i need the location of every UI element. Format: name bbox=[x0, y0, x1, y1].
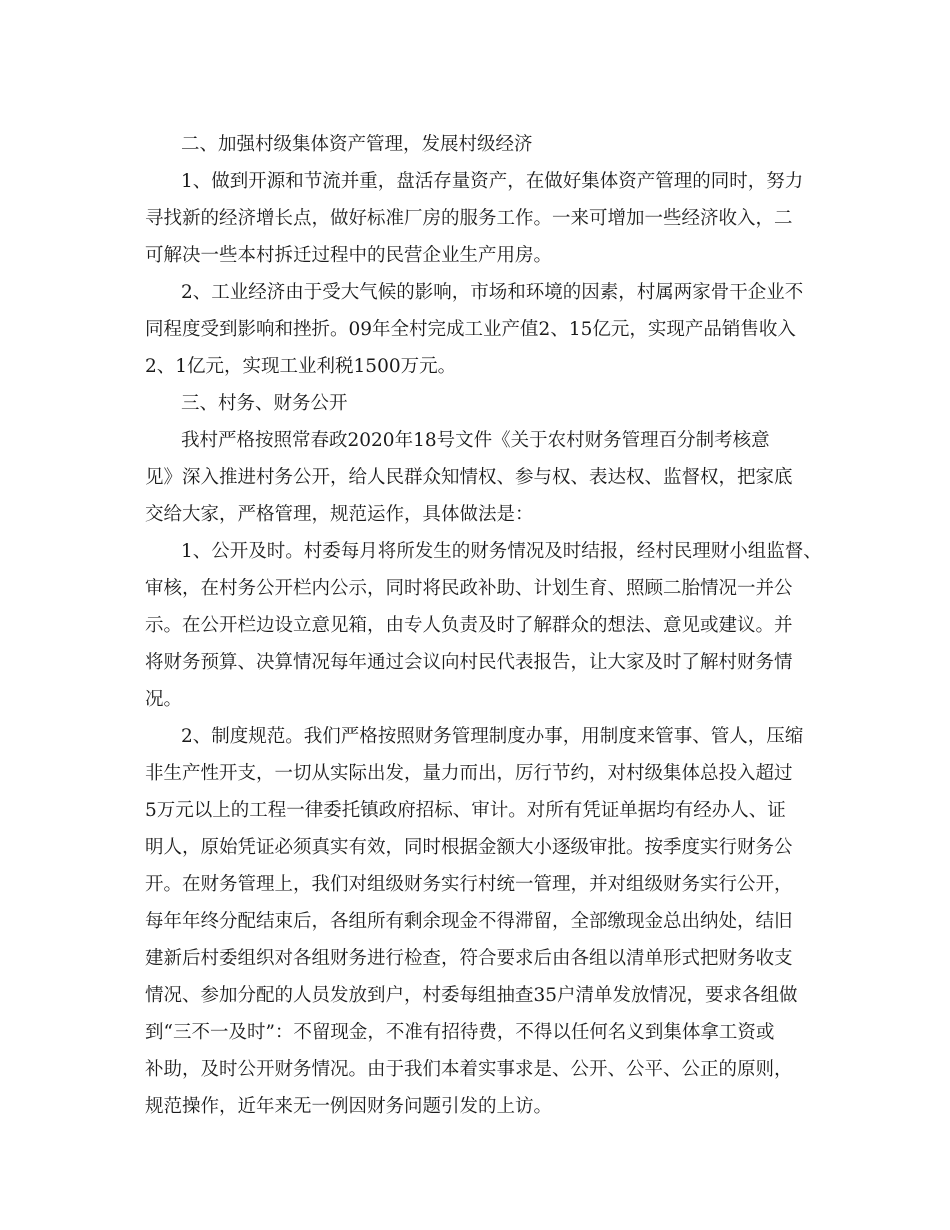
paragraph-line: 2、1亿元，实现工业利税1500万元。 bbox=[145, 356, 457, 377]
paragraph-line: 示。在公开栏边设立意见箱，由专人负责及时了解群众的想法、意见或建议。并 bbox=[145, 615, 793, 636]
paragraph-line: 情况、参加分配的人员发放到户，村委每组抽查35户清单发放情况，要求各组做 bbox=[145, 985, 798, 1006]
paragraph-line: 1、做到开源和节流并重，盘活存量资产，在做好集体资产管理的同时，努力 bbox=[181, 171, 804, 192]
paragraph-line: 2、制度规范。我们严格按照财务管理制度办事，用制度来管事、管人，压缩 bbox=[181, 726, 804, 747]
paragraph-line: 况。 bbox=[145, 689, 183, 710]
paragraph-line: 寻找新的经济增长点，做好标准厂房的服务工作。一来可增加一些经济收入，二 bbox=[145, 208, 793, 229]
paragraph-line: 建新后村委组织对各组财务进行检查，符合要求后由各组以清单形式把财务收支 bbox=[145, 948, 793, 969]
paragraph-line: 审核，在村务公开栏内公示，同时将民政补助、计划生育、照顾二胎情况一并公 bbox=[145, 578, 793, 599]
paragraph-line: 将财务预算、决算情况每年通过会议向村民代表报告，让大家及时了解村财务情 bbox=[145, 652, 793, 673]
paragraph-line: 1、公开及时。村委每月将所发生的财务情况及时结报，经村民理财小组监督、 bbox=[181, 541, 822, 562]
paragraph-line: 开。在财务管理上，我们对组级财务实行村统一管理，并对组级财务实行公开， bbox=[145, 874, 793, 895]
section-heading-village-economy: 二、加强村级集体资产管理，发展村级经济 bbox=[181, 134, 533, 155]
paragraph-line: 交给大家，严格管理，规范运作，具体做法是： bbox=[145, 504, 534, 525]
paragraph-line: 我村严格按照常春政2020年18号文件《关于农村财务管理百分制考核意 bbox=[181, 430, 770, 451]
paragraph-line: 见》深入推进村务公开，给人民群众知情权、参与权、表达权、监督权，把家底 bbox=[145, 467, 793, 488]
paragraph-line: 补助，及时公开财务情况。由于我们本着实事求是、公开、公平、公正的原则， bbox=[145, 1059, 793, 1080]
paragraph-line: 5万元以上的工程一律委托镇政府招标、审计。对所有凭证单据均有经办人、证 bbox=[145, 800, 786, 821]
paragraph-line: 同程度受到影响和挫折。09年全村完成工业产值2、15亿元，实现产品销售收入 bbox=[145, 319, 796, 340]
paragraph-line: 非生产性开支，一切从实际出发，量力而出，厉行节约，对村级集体总投入超过 bbox=[145, 763, 793, 784]
section-heading-village-affairs: 三、村务、财务公开 bbox=[181, 393, 348, 414]
paragraph-line: 明人，原始凭证必须真实有效，同时根据金额大小逐级审批。按季度实行财务公 bbox=[145, 837, 793, 858]
paragraph-line: 2、工业经济由于受大气候的影响，市场和环境的因素，村属两家骨干企业不 bbox=[181, 282, 804, 303]
paragraph-line: 规范操作，近年来无一例因财务问题引发的上访。 bbox=[145, 1096, 553, 1117]
paragraph-line: 可解决一些本村拆迁过程中的民营企业生产用房。 bbox=[145, 245, 553, 266]
paragraph-line: 每年年终分配结束后，各组所有剩余现金不得滞留，全部缴现金总出纳处，结旧 bbox=[145, 911, 793, 932]
paragraph-line: 到“三不一及时”：不留现金，不准有招待费，不得以任何名义到集体拿工资或 bbox=[145, 1022, 775, 1043]
